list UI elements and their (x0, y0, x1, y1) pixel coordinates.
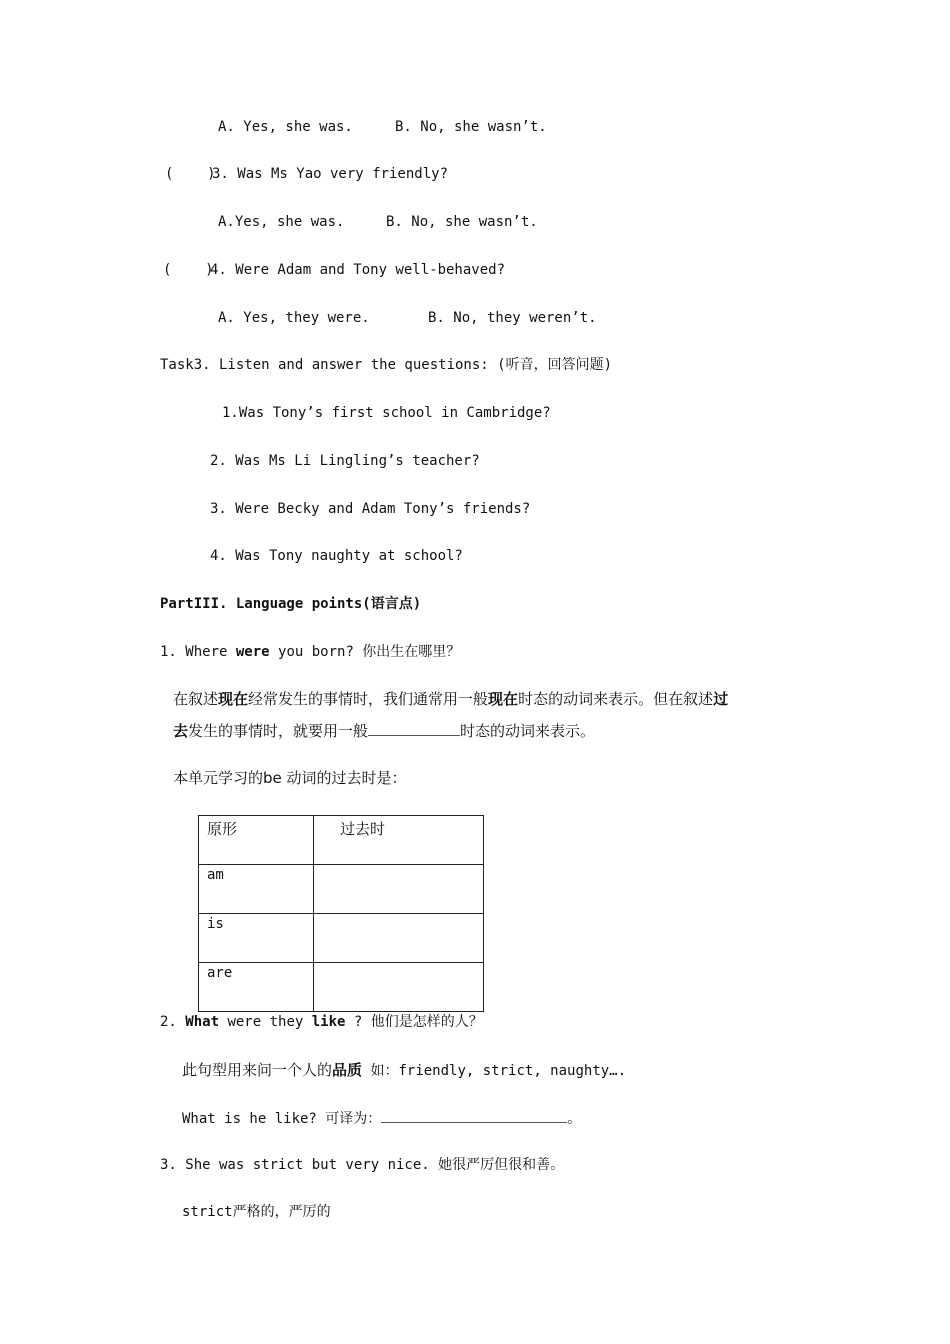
table-cell-past-input[interactable] (314, 914, 484, 963)
point1-explain-1-bold: 现在 (218, 690, 249, 708)
point1-explain-3-bold: 过 (713, 690, 729, 708)
tense-answer-blank[interactable] (368, 721, 460, 736)
part3-heading: PartIII. Language points(语言点) (160, 596, 422, 612)
point2-translate (182, 1108, 581, 1128)
table-cell-base: is (199, 914, 314, 963)
be-verb-table (198, 815, 484, 1012)
point2-translate-text: What is he like? 可译为： (182, 1111, 382, 1127)
point2-explain-bold: 品质 (332, 1061, 363, 1079)
point1-explain-line2-bold: 去 (173, 722, 189, 740)
point2-keyword-like: like (311, 1014, 346, 1030)
table-cell-base: are (199, 963, 314, 1012)
point1-explanation-line2 (173, 721, 595, 740)
point3-sentence: 3. She was strict but very nice. 她很严厉但很和善。 (160, 1157, 565, 1173)
q4-option-a: A. Yes, they were. (218, 310, 370, 326)
q3-option-a: A.Yes, she was. (218, 214, 345, 230)
point2-explanation (182, 1061, 626, 1080)
translation-answer-blank[interactable] (381, 1108, 567, 1123)
point2-translate-end: 。 (567, 1111, 582, 1127)
point1-explanation-line1 (173, 690, 728, 708)
table-cell-base: am (199, 865, 314, 914)
task3-question-2: 2. Was Ms Li Lingling’s teacher? (210, 453, 480, 469)
q2-option-b: B. No, she wasn’t. (395, 119, 547, 135)
point1-number: 1. (160, 644, 186, 660)
q3-question: 3. Was Ms Yao very friendly? (212, 166, 449, 182)
task3-heading: Task3. Listen and answer the questions: (听音，回答问题) (160, 357, 613, 373)
task3-question-3: 3. Were Becky and Adam Tony’s friends? (210, 501, 531, 517)
point2-number: 2. (160, 1014, 186, 1030)
point3-vocab: strict严格的，严厉的 (182, 1204, 331, 1220)
point2-text-after: ? 他们是怎样的人？ (345, 1014, 483, 1030)
point1-explain-3: 时态的动词来表示。但在叙述 (518, 690, 714, 708)
point1-keyword: were (235, 644, 270, 660)
point1-explain-2: 经常发生的事情时，我们通常用一般 (248, 690, 489, 708)
table-cell-past-input[interactable] (314, 865, 484, 914)
task3-question-1: 1.Was Tony’s first school in Cambridge? (222, 405, 551, 421)
table-row (199, 865, 484, 914)
table-header-base-form: 原形 (199, 816, 314, 865)
table-header-past-tense: 过去时 (314, 816, 484, 865)
point1-text-after: you born? 你出生在哪里？ (269, 644, 461, 660)
point1-explain-line2-text: 发生的事情时，就要用一般 (188, 722, 369, 740)
point1-explain-line2-end: 时态的动词来表示。 (460, 722, 596, 740)
task3-question-4: 4. Was Tony naughty at school? (210, 548, 463, 564)
point1-sentence (160, 643, 460, 661)
point2-sentence (160, 1013, 483, 1031)
table-row (199, 963, 484, 1012)
point1-text-before: Where (185, 644, 236, 660)
q4-option-b: B. No, they weren’t. (428, 310, 597, 326)
point2-keyword-what: What (185, 1014, 220, 1030)
point1-explain-2-bold: 现在 (488, 690, 519, 708)
q3-option-b: B. No, she wasn’t. (386, 214, 538, 230)
table-cell-past-input[interactable] (314, 963, 484, 1012)
q4-question: 4. Were Adam and Tony well-behaved? (210, 262, 506, 278)
table-header-row (199, 816, 484, 865)
point2-explain-a: 此句型用来问一个人的 (182, 1061, 333, 1079)
be-table-intro: 本单元学习的be 动词的过去时是： (173, 769, 407, 787)
q3-answer-paren: ( ) (165, 166, 216, 182)
table-row (199, 914, 484, 963)
point2-explain-examples: 如：friendly, strict, naughty…. (362, 1063, 627, 1079)
q2-option-a: A. Yes, she was. (218, 119, 353, 135)
point2-text-mid: were they (219, 1014, 312, 1030)
point1-explain-1: 在叙述 (173, 690, 219, 708)
q4-answer-paren: ( ) (163, 262, 214, 278)
